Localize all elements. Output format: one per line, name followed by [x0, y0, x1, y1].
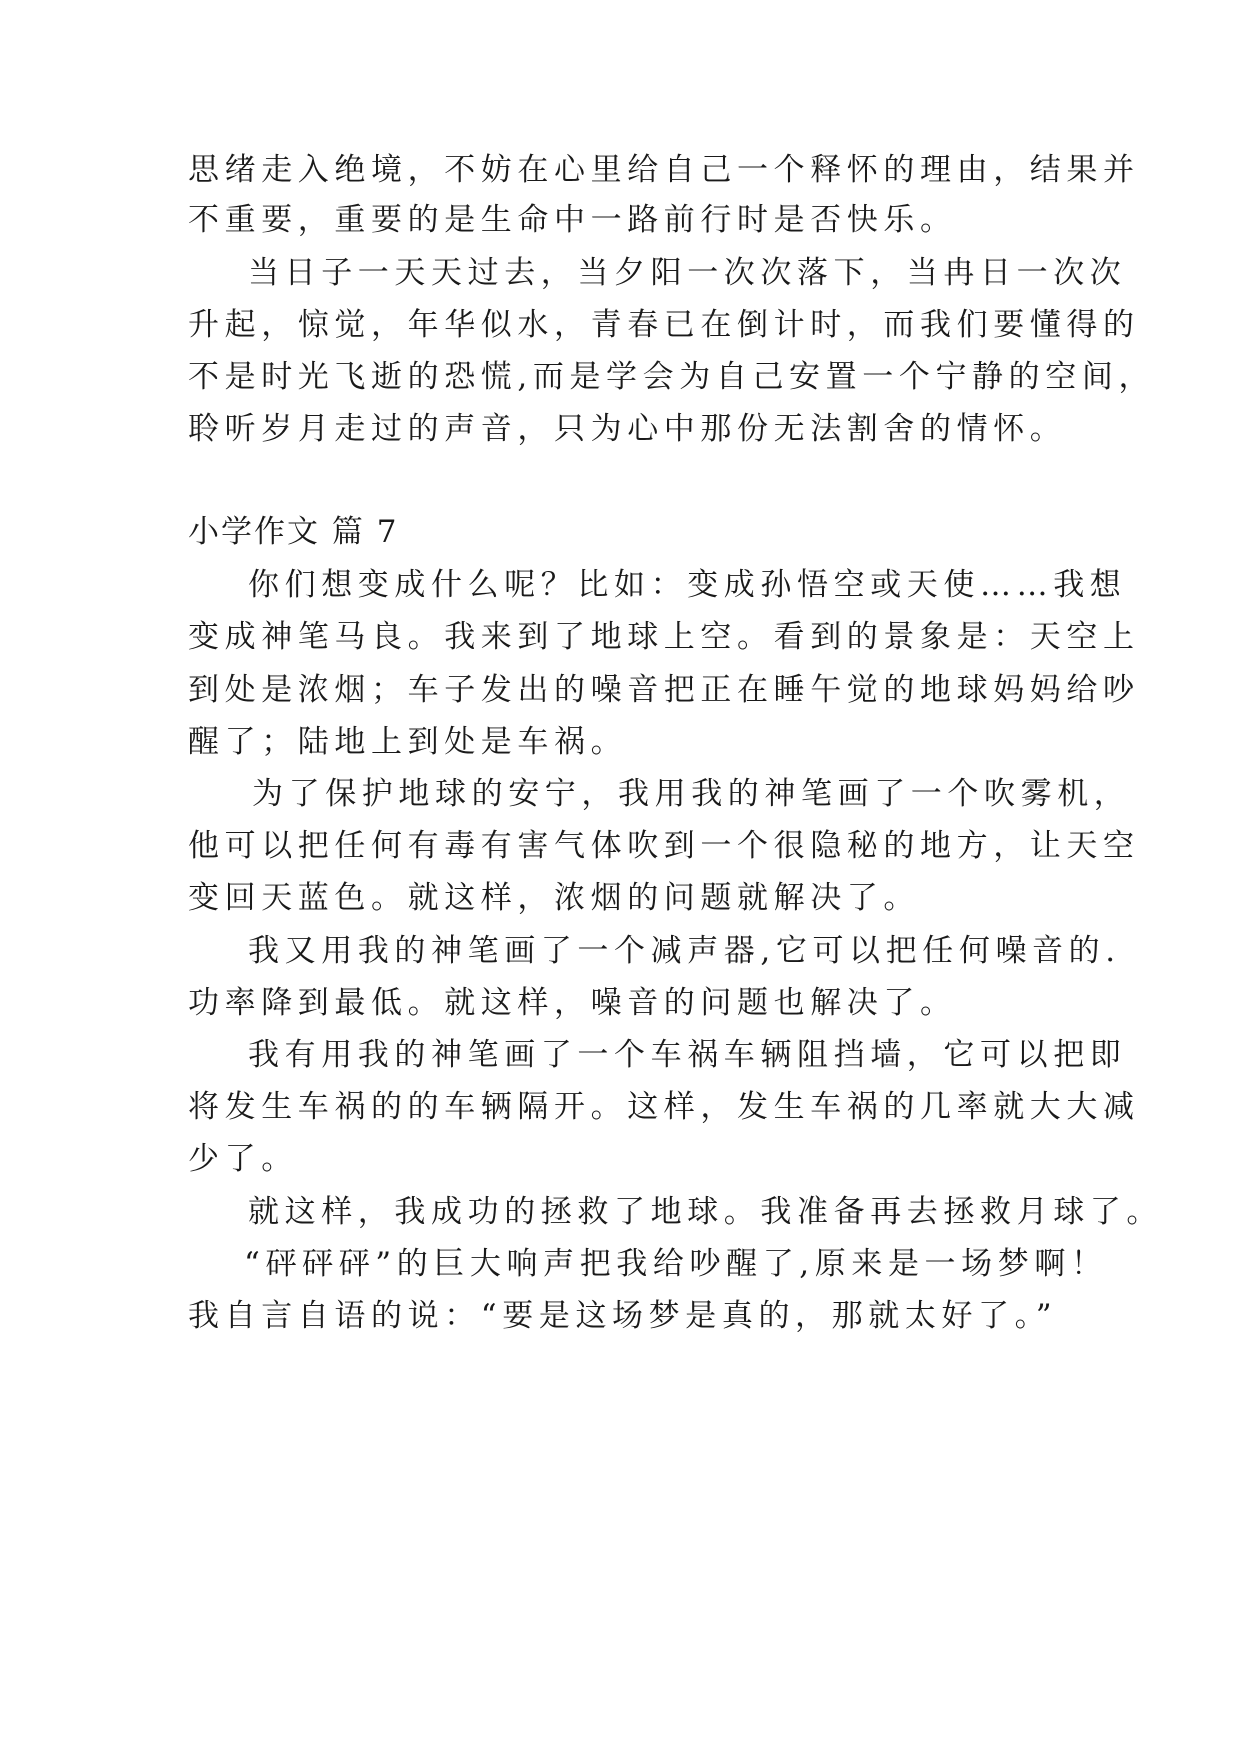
text-line: 将发生车祸的的车辆隔开。这样，发生车祸的几率就大大减	[188, 1089, 1140, 1125]
text-line: 我自言自语的说：“要是这场梦是真的，那就太好了。”	[188, 1298, 1058, 1334]
text-line: 少了。	[188, 1141, 298, 1177]
text-line: 变成神笔马良。我来到了地球上空。看到的景象是：天空上	[188, 619, 1140, 655]
text-line: 我有用我的神笔画了一个车祸车辆阻挡墙，它可以把即	[248, 1037, 1127, 1073]
text-line: 为了保护地球的安宁，我用我的神笔画了一个吹雾机，	[252, 776, 1131, 812]
text-line: 到处是浓烟；车子发出的噪音把正在睡午觉的地球妈妈给吵	[188, 672, 1140, 708]
section-heading: 小学作文 篇 7	[188, 514, 399, 550]
text-line: 我又用我的神笔画了一个减声器,它可以把任何噪音的.	[248, 933, 1121, 969]
text-line: 升起，惊觉，年华似水，青春已在倒计时，而我们要懂得的	[188, 307, 1140, 343]
text-line: 聆听岁月走过的声音，只为心中那份无法割舍的情怀。	[188, 411, 1067, 447]
text-line: 功率降到最低。就这样，噪音的问题也解决了。	[188, 985, 957, 1021]
text-line: 当日子一天天过去，当夕阳一次次落下，当冉日一次次	[248, 255, 1127, 291]
text-line: 思绪走入绝境，不妨在心里给自己一个释怀的理由，结果并	[188, 152, 1140, 188]
text-line: 不是时光飞逝的恐慌,而是学会为自己安置一个宁静的空间，	[188, 359, 1156, 395]
text-line: 就这样，我成功的拯救了地球。我准备再去拯救月球了。	[248, 1194, 1163, 1230]
text-line: 不重要，重要的是生命中一路前行时是否快乐。	[188, 202, 957, 238]
text-line: “砰砰砰”的巨大响声把我给吵醒了,原来是一场梦啊！	[244, 1246, 1108, 1282]
text-line: 变回天蓝色。就这样，浓烟的问题就解决了。	[188, 880, 920, 916]
text-line: 他可以把任何有毒有害气体吹到一个很隐秘的地方，让天空	[188, 828, 1140, 864]
text-line: 醒了；陆地上到处是车祸。	[188, 724, 628, 760]
text-line: 你们想变成什么呢？比如：变成孙悟空或天使……我想	[248, 567, 1127, 603]
